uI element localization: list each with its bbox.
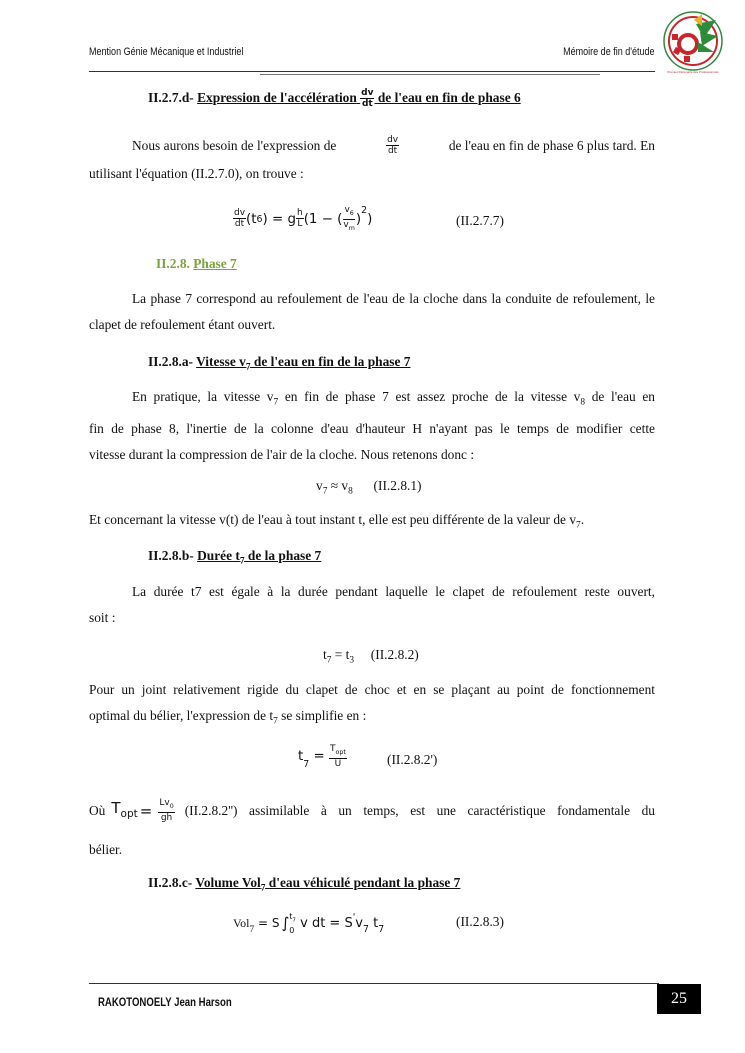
paragraph-5: La durée t7 est égale à la durée pendant laquelle le clapet de refoulement reste ouvert, soit : <box>89 584 655 625</box>
heading-text-2: de l'eau en fin de phase 6 <box>377 90 521 106</box>
footer-rule <box>89 983 659 984</box>
equation-2-2-7-7: $\frac{dv}{dt}$ (t 6 ) = g $\frac{h}{L}$ (1 − ( $\frac{v_6}{v_m}$ ) $^2$ ) <box>234 205 373 232</box>
footer-author: RAKOTONOELY Jean Harson <box>98 995 232 1009</box>
page-number: 25 <box>657 984 701 1014</box>
heading-fraction: $\frac{dv}{dt}$ <box>361 88 374 109</box>
equation-2-2-8-3: Vol $_7$ = S ∫ $t_7$ 0 v dt = S ' v $_7$ t $_7$ <box>233 912 385 935</box>
paragraph-1 <box>89 133 655 187</box>
section-heading-2-2-8-b: II.2.8.b- Durée $t_7$ de la phase 7 <box>148 548 322 567</box>
equation-label-2-2-8-3: (II.2.8.3) <box>456 914 504 929</box>
equation-label-2-2-8-2-prime: (II.2.8.2') <box>387 752 438 767</box>
p1-text-b: de l'eau en fin de phase 6 plus tard. En <box>448 138 655 153</box>
paragraph-2: La phase 7 correspond au refoulement de l'eau de la cloche dans la conduite de refoulement, le clapet de refoulement étant ouvert. <box>89 291 655 332</box>
paragraph-6: Pour un joint relativement rigide du clapet de choc et en se plaçant au point de fonctionnement optimal du bélier, l'expression de $t_7$ se simplifie en : <box>89 682 655 727</box>
paragraph-4: Et concernant la vitesse v(t) de l'eau à tout instant t, elle est peu différente de la valeur de $v_7$. <box>89 512 585 531</box>
p1-line-2: utilisant l'équation (II.2.7.0), on trouve : <box>89 166 304 181</box>
equation-2-2-8-2-prime: t $_7$ = $\frac{T_{opt}}{U}$ <box>298 744 346 770</box>
p1-text-a: Nous aurons besoin de l'expression de <box>132 138 337 153</box>
paragraph-3: En pratique, la vitesse $v_7$ en fin de phase 7 est assez proche de la vitesse $v_8$ de l'eau en fin de phase 8, l'inertie de la colonne d'eau d'hauteur H n'ayant pas le temps de modifier cette vitesse durant la compression de l'air de la cloche. Nous retenons donc : <box>89 389 655 462</box>
section-heading-2-2-7-d <box>148 88 521 110</box>
section-heading-2-2-8-c: II.2.8.c- Volume Vol$_7$ d'eau véhiculé pendant la phase 7 <box>148 875 461 894</box>
paragraph-7: Où $T_{opt}$ = $\frac{Lv_0}{gh}$ (II.2.8.2'') assimilable à un temps, est une caractéristique fondamentale du bélier. <box>89 798 655 857</box>
equation-2-2-8-1: $v_7 \approx v_8$ (II.2.8.1) <box>316 478 422 497</box>
p1-fraction: $\frac{dv}{dt}$ <box>387 135 399 156</box>
header-rule-short <box>260 74 600 75</box>
section-number: II.2.7.d- <box>148 90 194 106</box>
section-heading-2-2-8-a: II.2.8.a- Vitesse $v_7$ de l'eau en fin de la phase 7 <box>148 354 411 373</box>
heading-text: Expression de l'accélération <box>197 90 357 106</box>
logo-caption: Premier Partenaire des Professionnels <box>667 70 719 74</box>
header-left: Mention Génie Mécanique et Industriel <box>89 46 244 58</box>
equation-label-2-2-7-7: (II.2.7.7) <box>456 213 504 228</box>
equation-2-2-8-2: $t_7 = t_3$ (II.2.8.2) <box>323 647 419 666</box>
institution-logo <box>658 8 728 78</box>
gear-logo-icon <box>658 8 728 78</box>
header-rule <box>89 71 655 72</box>
section-heading-2-2-8: II.2.8. Phase 7 <box>156 256 237 271</box>
header-right: Mémoire de fin d'étude <box>563 46 655 58</box>
